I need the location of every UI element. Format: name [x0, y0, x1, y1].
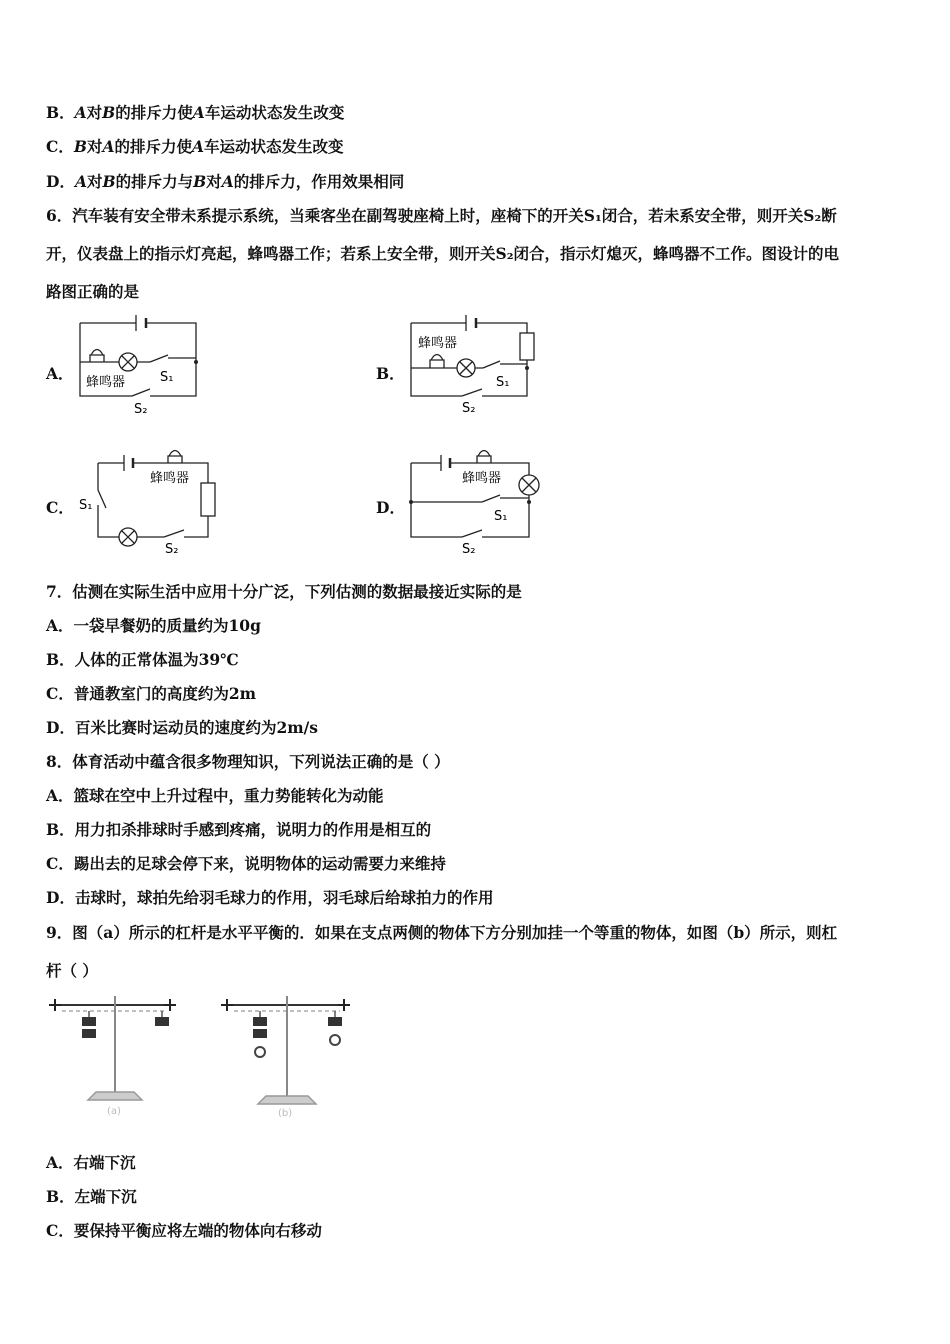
q8-option-b: B．用力扣杀排球时手感到疼痛，说明力的作用是相互的 [46, 820, 432, 839]
q7-option-d: D．百米比赛时运动员的速度约为2m/s [46, 718, 319, 737]
q9-option-b: B．左端下沉 [46, 1187, 137, 1206]
buzzer-label-a: 蜂鸣器 [86, 375, 126, 390]
s1-label-a: S₁ [160, 370, 174, 385]
q5-option-d: D．A对B的排斥力与B对A的排斥力，作用效果相同 [46, 172, 405, 191]
q6-stem-line3: 路图正确的是 [46, 282, 140, 301]
buzzer-label-d: 蜂鸣器 [462, 471, 502, 486]
q8-option-d: D．击球时，球拍先给羽毛球力的作用，羽毛球后给球拍力的作用 [46, 888, 494, 907]
s1-label-c: S₁ [79, 498, 93, 513]
q9-option-c: C．要保持平衡应将左端的物体向右移动 [46, 1221, 322, 1240]
q7-stem: 7．估测在实际生活中应用十分广泛，下列估测的数据最接近实际的是 [46, 582, 522, 601]
q7-option-a: A．一袋早餐奶的质量约为10g [46, 616, 261, 635]
s2-label-c: S₂ [165, 542, 179, 557]
q6-stem-line1: 6．汽车装有安全带未系提示系统，当乘客坐在副驾驶座椅上时，座椅下的开关S₁闭合，若未系安全带，则开关S₂断 [46, 206, 837, 225]
q6-option-d-label: D． [376, 498, 405, 517]
q9-stem-line2: 杆（ ） [46, 961, 98, 980]
q5-option-c: C．B对A的排斥力使A车运动状态发生改变 [46, 137, 344, 156]
caption-b: (b) [278, 1108, 293, 1119]
q5-option-b: B．A对B的排斥力使A车运动状态发生改变 [46, 103, 345, 122]
q6-stem-line2: 开，仪表盘上的指示灯亮起，蜂鸣器工作；若系上安全带，则开关S₂闭合，指示灯熄灭，蜂鸣器不工作。图设计的电 [46, 244, 839, 263]
q7-option-b: B．人体的正常体温为39℃ [46, 650, 239, 669]
s1-label-d: S₁ [494, 509, 508, 524]
q6-option-c-label: C． [46, 498, 74, 517]
buzzer-label-b: 蜂鸣器 [418, 336, 458, 351]
s1-label-b: S₁ [496, 375, 510, 390]
caption-a: (a) [107, 1106, 121, 1117]
q7-option-c: C．普通教室门的高度约为2m [46, 684, 257, 703]
s2-label-d: S₂ [462, 542, 476, 557]
s2-label-b: S₂ [462, 401, 476, 416]
q8-stem: 8．体育活动中蕴含很多物理知识，下列说法正确的是（ ） [46, 752, 450, 771]
q6-option-a-label: A． [46, 364, 74, 383]
q8-option-c: C．踢出去的足球会停下来，说明物体的运动需要力来维持 [46, 854, 446, 873]
q9-option-a: A．右端下沉 [46, 1153, 136, 1172]
q6-option-b-label: B． [376, 364, 405, 383]
q8-option-a: A．篮球在空中上升过程中，重力势能转化为动能 [46, 786, 384, 805]
q9-stem-line1: 9．图（a）所示的杠杆是水平平衡的．如果在支点两侧的物体下方分别加挂一个等重的物体，如图（b）所示，则杠 [46, 923, 838, 942]
s2-label-a: S₂ [134, 402, 148, 417]
buzzer-label-c: 蜂鸣器 [150, 471, 190, 486]
